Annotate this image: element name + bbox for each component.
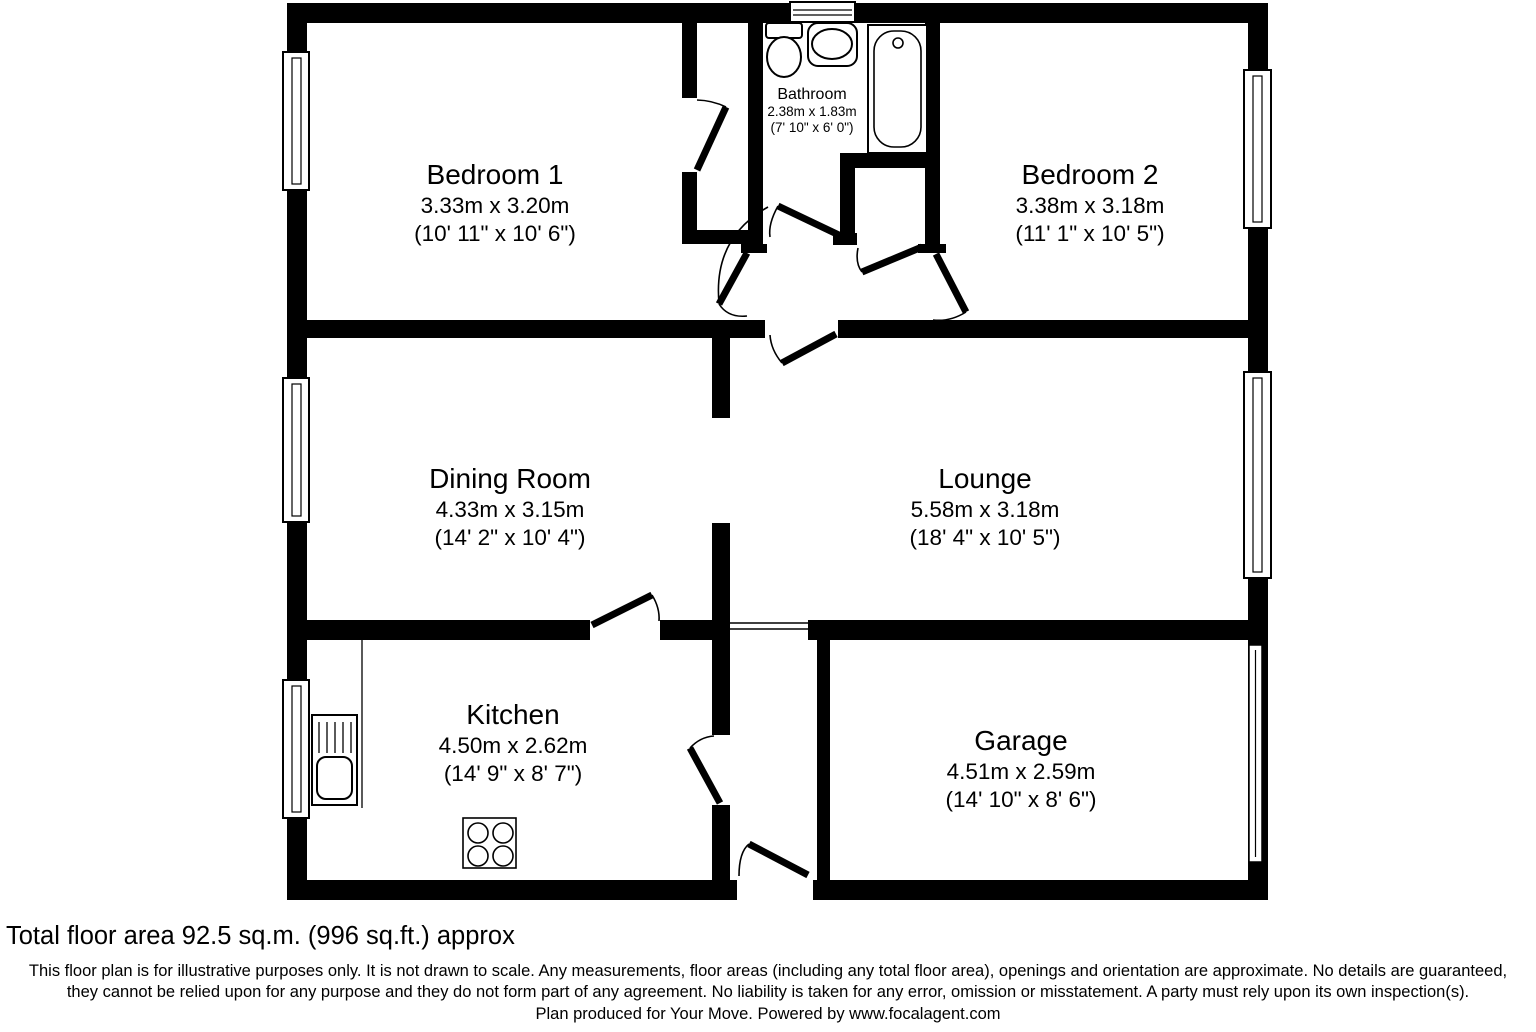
room-dim-imperial: (18' 4" x 10' 5") (909, 524, 1061, 550)
kitchen-door-arc (690, 736, 714, 748)
lounge-door-leaf (782, 334, 836, 363)
disclaimer-line-2: they cannot be relied upon for any purpose and they do not form part of any agreement. No liability is taken for any error, omission or misstatement. A party must rely upon its own inspection(s). (66, 983, 1470, 1002)
room-dim-imperial: (11' 1" x 10' 5") (1015, 220, 1165, 246)
total-floor-area-text: Total floor area 92.5 sq.m. (996 sq.ft.) approx (6, 922, 515, 950)
room-name-bedroom2: Bedroom 2 (1021, 159, 1159, 190)
room-dim-metric: 4.33m x 3.15m (435, 497, 585, 523)
wall-alcove-stub (840, 153, 855, 233)
wall-jamb-bath-left (741, 244, 767, 253)
window-bedroom2 (1244, 70, 1271, 228)
room-dim-metric: 3.38m x 3.18m (1015, 193, 1165, 219)
bathroom-label (747, 86, 877, 135)
dining-room-label (360, 462, 660, 551)
room-dim-metric: 4.50m x 2.62m (438, 733, 588, 759)
wall-dining-lounge-stub-bottom (712, 523, 730, 620)
room-name-dining: Dining Room (429, 463, 591, 494)
bedroom1-door-arc (719, 304, 747, 316)
room-name-bathroom: Bathroom (777, 86, 847, 103)
bathroom-door-arc (770, 206, 778, 237)
bedroom2-door-arc-b (933, 312, 966, 320)
window-bedroom1 (283, 52, 309, 190)
room-name-lounge: Lounge (938, 463, 1032, 494)
hob-icon (463, 818, 516, 868)
room-dim-metric: 4.51m x 2.59m (946, 759, 1096, 785)
bedroom2-label (940, 158, 1240, 247)
bedroom2-door-arc-a (857, 248, 862, 272)
wall-lower-left (287, 620, 590, 640)
wall-kitchen-hall-lower (712, 805, 730, 880)
room-dim-imperial: (14' 9" x 8' 7") (443, 760, 583, 786)
kitchen-hall-door-leaf (690, 748, 720, 803)
wall-bedroom1-closet-lower (682, 172, 697, 233)
disclaimer-text (0, 961, 1536, 1025)
wall-kitchen-hall-upper (712, 640, 730, 735)
lounge-hall-opening (730, 623, 808, 629)
room-name-bedroom1: Bedroom 1 (426, 159, 564, 190)
kitchen-sink-icon (312, 715, 357, 805)
basin-icon (808, 23, 857, 66)
wall-outer-top (287, 3, 1268, 23)
dining-door-arc (652, 595, 659, 621)
wall-garage-left (817, 640, 830, 880)
wall-lower-mid (660, 620, 730, 640)
bedroom1-label (345, 158, 645, 247)
room-dim-metric: 5.58m x 3.18m (910, 497, 1060, 523)
front-door-arc (739, 844, 749, 876)
room-dim-imperial: (14' 10" x 8' 6") (945, 786, 1097, 812)
closet-door-arc (697, 100, 726, 107)
wall-lower-right (808, 620, 1268, 640)
toilet-icon (766, 23, 802, 77)
window-garage (1249, 645, 1262, 862)
bedroom2-door-leaf-a (862, 247, 922, 272)
wall-mid-right (838, 320, 1268, 338)
room-dim-imperial: (14' 2" x 10' 4") (434, 524, 586, 550)
window-bathroom (790, 2, 855, 22)
room-name-garage: Garage (974, 725, 1068, 756)
room-name-kitchen: Kitchen (466, 699, 560, 730)
window-lounge (1244, 372, 1271, 578)
window-dining (283, 378, 309, 522)
lounge-door-arc (770, 335, 782, 363)
room-dim-metric: 2.38m x 1.83m (767, 104, 857, 120)
dining-kitchen-door-leaf (592, 595, 652, 625)
disclaimer-line-1: This floor plan is for illustrative purposes only. It is not drawn to scale. Any measurements, floor areas (including any total floor area), openings and orientation are approximate. No details are guaranteed, (28, 962, 1508, 980)
room-dim-imperial: (7' 10" x 6' 0") (770, 119, 854, 135)
disclaimer-line-3: Plan produced for Your Move. Powered by www.focalagent.com (535, 1004, 1001, 1023)
kitchen-label (363, 698, 663, 787)
front-door-opening (737, 877, 813, 902)
lounge-label (835, 462, 1135, 551)
wall-dining-lounge-stub-top (712, 338, 730, 418)
closet-door-leaf (697, 107, 726, 170)
wall-bedroom1-closet-upper (682, 23, 697, 98)
room-dim-metric: 3.33m x 3.20m (420, 193, 570, 219)
bedroom2-door-leaf-b (936, 254, 966, 312)
front-door-leaf (749, 844, 808, 875)
bathroom-door-leaf (778, 206, 841, 236)
garage-label (871, 724, 1171, 813)
wall-mid-left (287, 320, 765, 338)
room-dim-imperial: (10' 11" x 10' 6") (414, 220, 576, 246)
window-kitchen (283, 680, 309, 818)
